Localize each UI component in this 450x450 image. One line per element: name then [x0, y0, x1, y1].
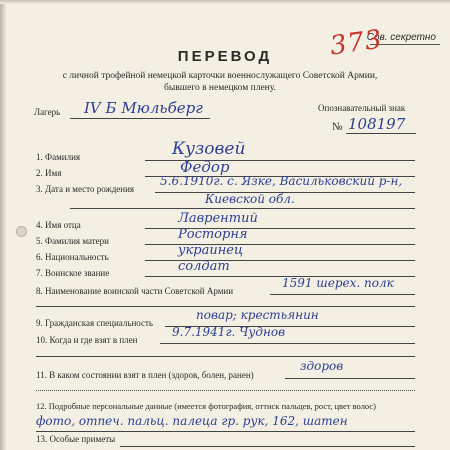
field-7-value: солдат	[178, 259, 230, 274]
field-11-line	[285, 378, 415, 379]
field-10-line	[160, 343, 415, 344]
camp-label: Лагерь	[34, 107, 61, 117]
field-13-line	[120, 446, 415, 447]
field-10-value: 9.7.1941г. Чуднов	[172, 325, 286, 339]
field-8-line-2	[36, 306, 415, 307]
camp-value: IV Б Мюльберг	[84, 99, 203, 117]
camp-line	[70, 118, 210, 119]
field-1-value: Кузовей	[172, 139, 246, 159]
field-12-label: 12. Подробные персональные данные (имеется фотография, оттиск пальцев, рост, цвет волос)	[36, 401, 376, 411]
field-5-label: 5. Фамилия матери	[36, 236, 109, 246]
document-title: ПЕРЕВОД	[177, 48, 273, 65]
field-3-line-2	[70, 208, 415, 209]
field-3-value-2: Киевской обл.	[205, 192, 295, 206]
field-11-line-2	[36, 390, 415, 391]
field-8-line	[270, 294, 415, 295]
field-9-value: повар; крестьянин	[196, 308, 319, 322]
document-subtitle	[40, 70, 400, 94]
subtitle-line-2: бывшего в немецком плену.	[164, 83, 276, 93]
punch-hole	[16, 226, 27, 237]
field-13-label: 13. Особые приметы	[36, 434, 116, 444]
field-11-value: здоров	[300, 359, 344, 373]
field-4-value: Лаврентий	[178, 211, 258, 226]
secret-mark: Сов. секретно	[366, 32, 436, 43]
field-2-value: Федор	[180, 158, 230, 176]
id-mark-label: Опознавательный знак	[318, 103, 406, 113]
stamp-number: 373	[328, 24, 385, 62]
field-8-label: 8. Наименование воинской части Советской Армии	[36, 286, 234, 296]
field-1-label: 1. Фамилия	[36, 152, 81, 162]
field-8-value: 1591 шерех. полк	[282, 276, 394, 290]
field-6-label: 6. Национальность	[36, 252, 109, 262]
field-10-label: 10. Когда и где взят в плен	[36, 335, 138, 345]
field-4-label: 4. Имя отца	[36, 220, 81, 230]
field-3-label: 3. Дата и место рождения	[36, 184, 135, 194]
field-6-value: украинец	[178, 243, 244, 258]
subtitle-line-1: с личной трофейной немецкой карточки военнослужащего Советской Армии,	[62, 71, 378, 81]
field-9-label: 9. Гражданская специальность	[36, 318, 154, 328]
id-mark-line	[346, 133, 416, 134]
id-mark-value: 108197	[348, 115, 406, 133]
field-12-line	[36, 431, 415, 432]
field-5-value: Росторня	[178, 227, 248, 242]
field-12-value: фото, отпеч. пальц. палеца гр. рук, 162, шатен	[36, 414, 348, 428]
field-10-line-2	[36, 356, 415, 357]
paper-edge-top	[0, 0, 450, 4]
paper-edge	[0, 0, 6, 450]
field-3-value: 5.6.1910г. с. Язке, Васильковский р-н,	[160, 174, 403, 188]
field-2-label: 2. Имя	[36, 168, 62, 178]
field-11-label: 11. В каком состоянии взят в плен (здоров, болен, ранен)	[36, 370, 254, 380]
field-7-label: 7. Воинское звание	[36, 268, 110, 278]
id-mark-prefix: №	[332, 121, 343, 133]
